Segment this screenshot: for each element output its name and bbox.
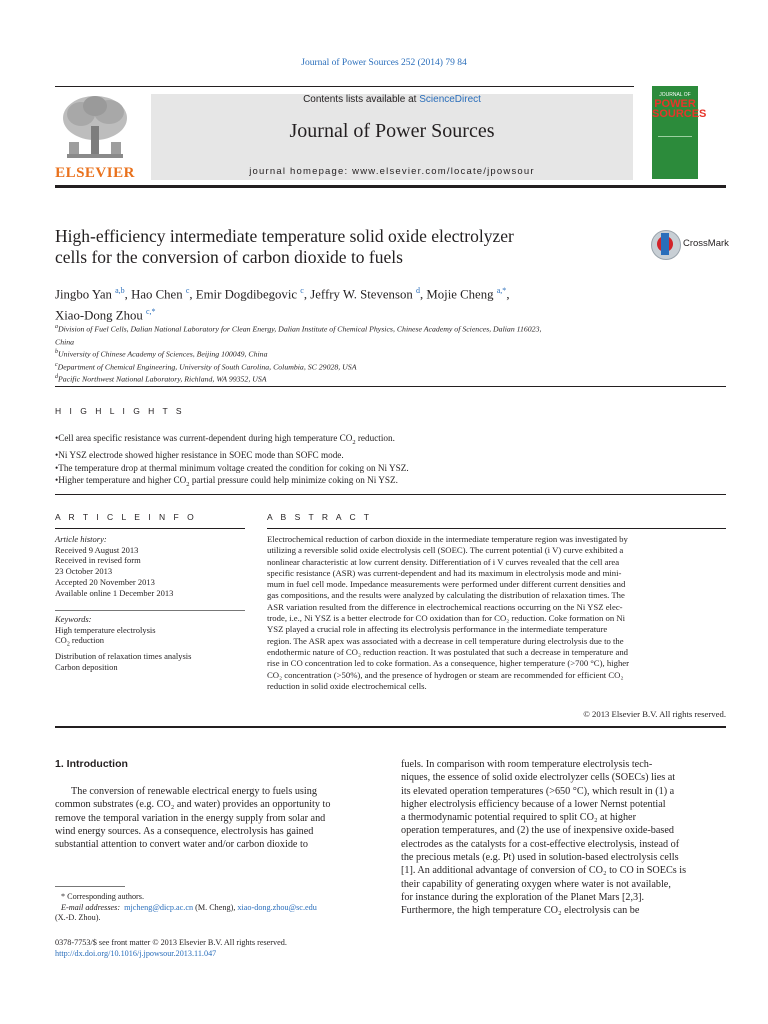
email-link-zhou[interactable]: xiao-dong.zhou@sc.edu: [237, 902, 317, 912]
issn-line: 0378-7753/$ see front matter © 2013 Elsevier B.V. All rights reserved.: [55, 938, 287, 947]
affiliation-list: [55, 322, 675, 385]
elsevier-wordmark[interactable]: ELSEVIER: [55, 165, 135, 181]
footnote-block: [55, 892, 385, 924]
keywords-block: [55, 614, 245, 672]
keyword: Distribution of relaxation times analysis: [55, 650, 192, 661]
footnote-corresponding: * Corresponding authors.: [61, 892, 145, 901]
author-affiliation-marker[interactable]: a,*: [496, 286, 507, 295]
title-line-2: cells for the conversion of carbon dioxide to fuels: [55, 247, 403, 267]
keywords-rule: [55, 610, 245, 611]
title-line-1: High-efficiency intermediate temperature solid oxide electrolyzer: [55, 226, 514, 246]
body-line: electrodes as the catalysts for a cost-effective electrolysis, instead of: [401, 838, 680, 850]
journal-homepage[interactable]: journal homepage: www.elsevier.com/locate/jpowsour: [249, 166, 535, 177]
highlight-item: • The temperature drop at thermal minimum voltage created the condition for coking on Ni YSZ.: [55, 462, 715, 475]
affiliation: [55, 372, 675, 385]
body-line: substantial attention to convert water and/or carbon dioxide to: [55, 839, 308, 851]
intro-paragraph-2: [401, 758, 724, 918]
highlight-item: • Ni YSZ electrode showed higher resistance in SOEC mode than SOFC mode.: [55, 449, 715, 462]
author-separator: ,: [124, 287, 132, 302]
intro-paragraph-1: [55, 785, 378, 851]
history-item: Received in revised form: [55, 555, 141, 566]
abstract-line: nonlinear characteristic at low current density. Differentiation of i V curves revealed that the cell area: [267, 556, 620, 567]
keyword: $CO_2$ reduction: [55, 635, 105, 649]
contents-line: [151, 94, 633, 105]
abstract-line: rise in CO concentration led to coke formation. As a consequence, higher temperature (>700 °C), higher: [267, 658, 630, 669]
body-line: its elevated operation temperatures (>650 °C), which result in (1) a: [401, 785, 675, 797]
body-line: The conversion of renewable electrical energy to fuels using: [71, 786, 317, 797]
author-separator: ,: [303, 287, 311, 302]
email-owner-zhou: (X.-D. Zhou).: [55, 913, 101, 922]
header-top-rule: [55, 86, 634, 87]
author-name: Jeffry W. Stevenson: [310, 287, 413, 302]
affiliation: [55, 360, 675, 373]
abstract-underline: [267, 528, 726, 529]
article-info-underline: [55, 528, 245, 529]
body-line: their capability of generating oxygen where water is not available,: [401, 878, 671, 890]
highlights-list: [55, 432, 715, 492]
affiliation-text: Department of Chemical Engineering, University of South Carolina, Columbia, SC 29028, USA: [57, 362, 357, 372]
affiliation-marker: b: [55, 349, 58, 356]
keywords-label: Keywords:: [55, 614, 92, 624]
abstract-line: trode, i.e., Ni YSZ is a better electrode for CO oxidation than for CO₂ reduction. Coke formation on Ni: [267, 613, 626, 624]
abstract-bottom-rule: [55, 726, 726, 728]
body-line: fuels. In comparison with room temperature electrolysis tech-: [401, 759, 653, 770]
affiliation-marker: d: [55, 374, 58, 381]
affiliation-text: Pacific Northwest National Laboratory, Richland, WA 99352, USA: [58, 374, 267, 384]
abstract-copyright: © 2013 Elsevier B.V. All rights reserved.: [583, 709, 726, 719]
journal-cover-image: [652, 86, 707, 179]
highlight-item: • Cell area specific resistance was current-dependent during high temperature $CO_2$ reduction.: [55, 432, 715, 449]
keyword: High temperature electrolysis: [55, 624, 156, 635]
article-history: [55, 534, 245, 598]
author-name: Emir Dogdibegovic: [195, 287, 298, 302]
history-item: Available online 1 December 2013: [55, 587, 174, 598]
author-affiliation-marker[interactable]: d: [415, 286, 420, 295]
abstract-line: mum in fuel cell mode. Impedance measurements were performed under different current densities and: [267, 579, 626, 590]
abstract-line: gas compositions, and the results were analyzed by calculating the distribution of relaxation times. The: [267, 590, 625, 601]
history-label: Article history:: [55, 534, 107, 544]
history-item: Received 9 August 2013: [55, 544, 139, 555]
header-bottom-rule: [55, 185, 726, 188]
highlights-top-rule: [55, 386, 726, 387]
highlight-item: • Higher temperature and higher $CO_2$ partial pressure could help minimize coking on Ni YSZ.: [55, 474, 715, 491]
body-line: common substrates (e.g. CO₂ and water) provides an opportunity to: [55, 799, 331, 811]
abstract-line: ASR variation resulted from the difference in electrochemical reactions occurring on the Ni YSZ elec-: [267, 601, 623, 612]
citation-line[interactable]: Journal of Power Sources 252 (2014) 79 84: [301, 58, 467, 68]
cover-power-sources: POWER SOURCES: [652, 98, 707, 120]
abstract-line: endothermic nature of CO₂ reduction reaction. It was postulated that such a decrease in temperature and: [267, 646, 629, 657]
author-separator: ,: [189, 287, 196, 302]
affiliation-text: Division of Fuel Cells, Dalian National Laboratory for Clean Energy, Dalian Institute of Chemical Physics, Chinese Academy of Sciences, Dalian 116023,: [58, 324, 542, 334]
history-item: 23 October 2013: [55, 566, 113, 577]
affiliation-text: University of Chinese Academy of Sciences, Beijing 100049, China: [58, 349, 268, 359]
elsevier-tree-logo: [55, 92, 135, 164]
body-line: [1]. An additional advantage of conversion of CO₂ to CO in SOECs is: [401, 865, 687, 877]
body-line: remove the temporal variation in the energy supply from solar and: [55, 812, 326, 824]
history-item: Accepted 20 November 2013: [55, 576, 155, 587]
abstract-heading: A B S T R A C T: [267, 512, 373, 522]
body-line: Furthermore, the high temperature CO₂ electrolysis can be: [401, 905, 640, 917]
body-line: operation temperatures, and (2) the use of inexpensive oxide-based: [401, 825, 674, 837]
article-info-top-rule: [55, 494, 726, 495]
affiliation-marker: a: [55, 324, 58, 330]
email-label: E-mail addresses:: [61, 902, 121, 912]
author-name: Mojie Cheng: [426, 287, 494, 302]
body-line: wind energy sources. As a consequence, electrolysis has gained: [55, 825, 314, 837]
crossmark-badge[interactable]: [651, 230, 731, 260]
cover-journal-of: JOURNAL OF: [659, 92, 691, 98]
abstract-line: Electrochemical reduction of carbon dioxide in the intermediate temperature region was investigated by: [267, 534, 628, 544]
cover-divider: [658, 136, 692, 137]
author-affiliation-marker[interactable]: a,b: [115, 286, 125, 295]
email-link-cheng[interactable]: mjcheng@dicp.ac.cn: [124, 902, 194, 912]
doi-link[interactable]: http://dx.doi.org/10.1016/j.jpowsour.2013.11.047: [55, 949, 217, 958]
body-line: the precious metals (e.g. Pt) used in solution-based electrolysis cells: [401, 852, 679, 864]
body-line: niques, the essence of solid oxide electrolyzer cells (SOECs) lies at: [401, 772, 676, 784]
author-name: Jingbo Yan: [55, 287, 112, 302]
abstract-line: utilizing a reversible solid oxide electrolysis cell (SOEC). The current potential (i V) curve exhibited a: [267, 545, 624, 556]
email-owner-cheng: (M. Cheng),: [195, 902, 236, 912]
author-separator: ,: [419, 287, 427, 302]
affiliation: [55, 322, 675, 335]
abstract-body: [267, 534, 726, 692]
footnote-email-line: [55, 903, 385, 914]
contents-prefix: Contents lists available at: [303, 94, 420, 105]
author-name: Xiao-Dong Zhou: [55, 308, 143, 323]
abstract-line: CO₂ concentration (>50%), and the presence of hydrogen or steam are recommended for efficient CO₂: [267, 669, 624, 680]
author-affiliation-marker[interactable]: c,*: [146, 307, 156, 317]
crossmark-icon-band: [661, 233, 669, 255]
article-title: [55, 226, 625, 268]
author-name: Hao Chen: [131, 287, 183, 302]
author-affiliation-marker[interactable]: c: [300, 286, 304, 295]
affiliation-text: China: [55, 337, 75, 347]
affiliation: [55, 335, 675, 348]
body-line: a thermodynamic potential required to split CO₂ at higher: [401, 812, 636, 824]
journal-title: Journal of Power Sources: [289, 120, 495, 142]
highlights-heading: H I G H L I G H T S: [55, 406, 185, 416]
author-separator: ,: [506, 287, 510, 302]
author-list: [55, 282, 655, 325]
affiliation-marker: c: [55, 361, 58, 368]
crossmark-label: CrossMark: [683, 238, 729, 249]
sciencedirect-link[interactable]: ScienceDirect: [419, 94, 481, 105]
body-line: for instance during the exploration of the Planet Mars [2,3].: [401, 891, 645, 903]
abstract-line: specific resistance (ASR) was current-dependent and had its maximum in electrolysis mode and mini-: [267, 567, 622, 578]
article-info-heading: A R T I C L E I N F O: [55, 512, 197, 522]
abstract-line: YSZ played a crucial role in affecting its electrolysis performance in the intermediate temperature: [267, 624, 608, 635]
body-line: higher electrolysis efficiency because of a lower Nernst potential: [401, 798, 666, 810]
affiliation: [55, 347, 675, 360]
footnote-rule: [55, 886, 125, 887]
keyword: Carbon deposition: [55, 661, 118, 672]
abstract-line: reduction in solid oxide electrochemical cells.: [267, 680, 427, 691]
section-heading-introduction: 1. Introduction: [55, 758, 128, 770]
author-affiliation-marker[interactable]: c: [185, 286, 190, 295]
abstract-line: region. The ASR apex was associated with a decrease in cell temperature during electrolysis due to the: [267, 635, 624, 646]
